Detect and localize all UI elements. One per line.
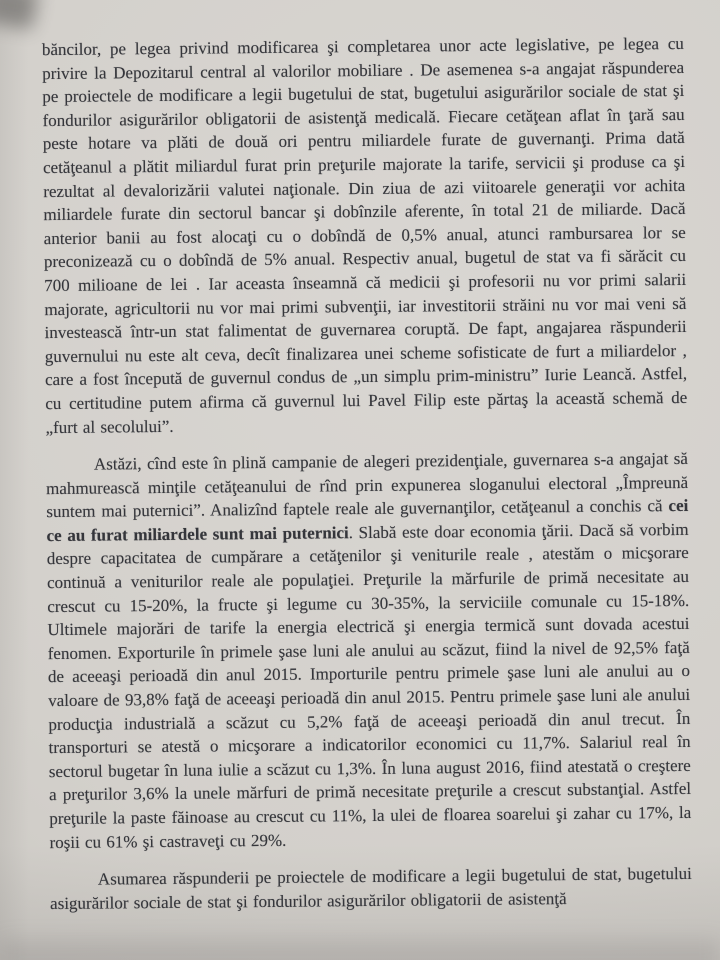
text-segment: băncilor, pe legea privind modificarea şi completarea unor acte legislative, pe legea cu privire la Depozitarul central al valorilor mobiliare . De asemenea s-a angajat răspunderea pe proiectele de modificare a legii bugetului de stat, bugetului asigurărilor sociale de stat şi fondurilor asigurărilor obligatorii de asistenţă medicală. Fiecare cetăţean aflat în ţară sau peste hotare va plăti de două ori pentru miliardele furate de guvernanţi. Prima dată cetăţeanul a plătit miliardul furat prin preţurile majorate la tarife, servicii şi produse ca şi rezultat al devalorizării valutei naţionale. Din ziua de azi viitoarele generaţii vor achita miliardele furate din sectorul bancar şi dobînzile aferente, în total 21 de miliarde. Dacă anterior banii au fost alocaţi cu o dobîndă de 0,5% anual, atunci rambursarea lor se preconizează cu o dobîndă de 5% anual. Respectiv anual, bugetul de stat va fi sărăcit cu 700 milioane de lei . Iar aceasta înseamnă că medicii şi profesorii nu vor primi salarii majorate, agricultorii nu vor mai primi subvenţii, iar investitorii străini nu vor mai veni să investească într-un stat falimentat de guvernarea coruptă. De fapt, angajarea răspunderii guvernului nu este alt ceva, decît finalizarea unei scheme sofisticate de furt a miliardelor , care a fost începută de guvernul condus de „un simplu prim-ministru” Iurie Leancă. Astfel, cu certitudine putem afirma că guvernul lui Pavel Filip este părtaş la această schemă de „furt al secolului”. bbox=[41, 33, 688, 437]
paragraph bbox=[46, 447, 692, 854]
bold-text-segment: cei ce au furat miliardele sunt mai puternici bbox=[46, 496, 689, 545]
paragraph bbox=[42, 32, 688, 439]
text-segment: Asumarea răspunderii pe proiectele de modificare a legii bugetului de stat, bugetului asigurărilor sociale de stat şi fondurilor asigurărilor obligatorii de asistenţă bbox=[50, 864, 692, 913]
text-segment: Astăzi, cînd este în plină campanie de alegeri prezidenţiale, guvernarea s-a angajat să mahmurească minţile cetăţeanului de rînd prin expunerea sloganului electoral „Împreună suntem mai puternici”. Analizînd faptele reale ale guvernanţilor, cetăţeanul a conchis că bbox=[46, 449, 689, 522]
document-text-block bbox=[42, 32, 692, 915]
text-segment: . Slabă este doar economia ţării. Dacă să vorbim despre capacitatea de cumpărare a cetăţenilor şi veniturile reale , atestăm o micşorare continuă a veniturilor reale ale populaţiei. Preţurile la mărfurile de primă necesitate au crescut cu 15-20%, la fructe şi legume cu 30-35%, la serviciile comunale cu 15-18%. Ultimele majorări de tarife la energia electrică şi energia termică sunt dovada acestui fenomen. Exporturile în primele şase luni ale anului au scăzut, fiind la nivel de 92,5% faţă de aceeaşi perioadă din anul 2015. Importurile pentru primele şase luni ale anului au o valoare de 93,8% faţă de aceeaşi perioadă din anul 2015. Pentru primele şase luni ale anului producţia industrială a scăzut cu 5,2% faţă de aceeaşi perioadă din anul trecut. În transporturi se atestă o micşorare a indicatorilor economici cu 11,7%. Salariul real în sectorul bugetar în luna iulie a scăzut cu 1,3%. În luna august 2016, fiind atestată o creştere a preţurilor 3,6% la unele mărfuri de primă necesitate preţurile a crescut substanţial. Astfel preţurile la paste făinoase au crescut cu 11%, la ulei de floarea soarelui şi zahar cu 17%, la roşii cu 61% şi castraveţi cu 29%. bbox=[46, 519, 692, 852]
paragraph bbox=[50, 862, 692, 915]
